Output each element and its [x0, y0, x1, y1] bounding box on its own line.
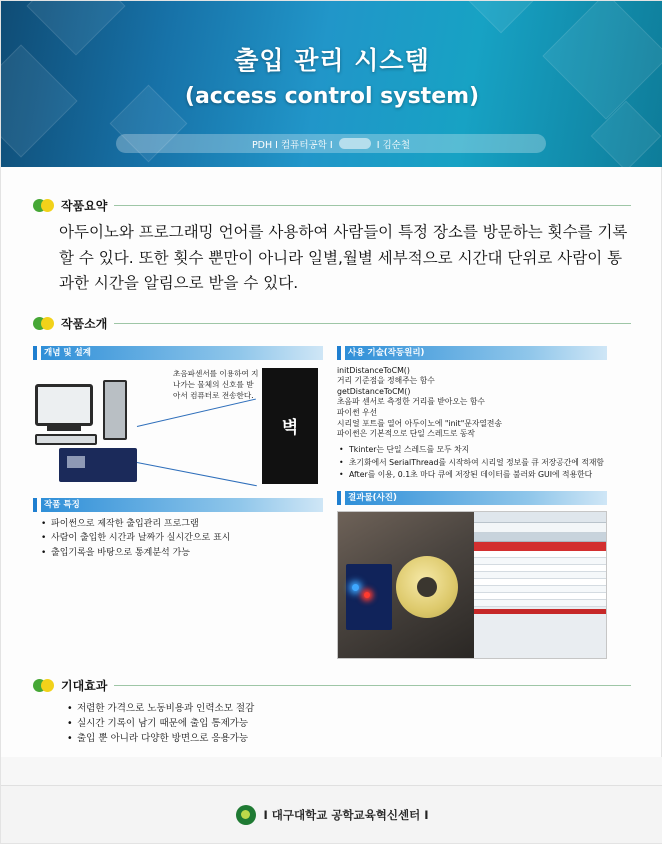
- section-header-effect: [33, 677, 631, 694]
- subpanel-label-result: 결과물(사진): [345, 491, 607, 505]
- subpanel-label-design: 개념 및 설계: [41, 346, 323, 360]
- column-left: [33, 346, 323, 659]
- board-chip-icon: [67, 456, 85, 468]
- app-window-toolbar: [474, 523, 606, 533]
- accent-bar: [33, 346, 37, 360]
- tech-line: 시리얼 포트를 열어 아두이노에 "init"문자열전송: [337, 418, 502, 428]
- features-bullet-list: [41, 518, 323, 561]
- meta-left-text: PDH Ⅰ 컴퓨터공학 Ⅰ: [251, 139, 333, 151]
- decorative-hex-icon: [459, 1, 544, 33]
- poster-body: [1, 167, 662, 787]
- summary-text: 아두이노와 프로그래밍 언어를 사용하여 사람들이 특정 장소를 방문하는 횟수를 기록할 수 있다. 또한 횟수 뿐만이 아니라 일별,월별 세부적으로 시간대 단위로 사람이 통과한 시간을 알림으로 받을 수 있다.: [59, 223, 628, 293]
- app-table-header: [474, 533, 606, 542]
- tech-line: 파이썬 우선: [337, 408, 378, 418]
- table-row: [474, 586, 606, 593]
- monitor-stand-icon: [47, 426, 81, 431]
- intro-columns: [33, 346, 631, 659]
- section-rule: [114, 685, 631, 686]
- header-meta-bar: [116, 134, 546, 153]
- title-korean: 출입 관리 시스템: [234, 46, 430, 75]
- section-header-intro: [33, 315, 631, 332]
- bullet-dots-icon: [33, 679, 54, 692]
- keyboard-icon: [35, 434, 97, 445]
- app-window-titlebar: [474, 512, 606, 523]
- subpanel-label-tech: 사용 기술(작동원리): [345, 346, 607, 360]
- table-row: [474, 579, 606, 586]
- wall-label: 벽: [281, 418, 299, 439]
- poster-footer: [1, 785, 662, 843]
- arrow-to-wall-lower: [137, 462, 257, 486]
- bullet-dots-icon: [33, 199, 54, 212]
- tech-line: initDistanceToCM(): [337, 365, 410, 375]
- list-item: • 실시간 기록이 남기 때문에 출입 통제가능: [67, 717, 631, 731]
- section-title-intro: 작품소개: [61, 316, 108, 331]
- subpanel-header-tech: [337, 346, 607, 360]
- table-row: [474, 593, 606, 600]
- footer-spacer: [1, 757, 662, 785]
- design-diagram: [33, 366, 323, 486]
- title-english: (access control system): [184, 84, 480, 109]
- tech-bullet-list: [339, 444, 607, 481]
- poster-header: [1, 1, 662, 167]
- list-item: • 출입기록을 바탕으로 통계분석 가능: [41, 547, 323, 561]
- meta-right-text: Ⅰ 김순철: [376, 139, 411, 151]
- section-title-summary: 작품요약: [61, 199, 108, 213]
- page-title: [1, 41, 662, 109]
- list-item: • After를 이용, 0.1초 마다 큐에 저장된 데이터를 불러와 GUI에 적용한다: [339, 469, 607, 481]
- app-alert-bar: [474, 542, 606, 551]
- tape-roll-icon: [396, 556, 458, 618]
- tech-line: 파이썬은 기본적으로 단일 스레드로 동작: [337, 429, 475, 439]
- accent-bar: [33, 498, 37, 512]
- table-row: [474, 572, 606, 579]
- arduino-board-icon: [59, 448, 137, 482]
- tech-description: [337, 366, 607, 440]
- result-photo: [337, 511, 607, 659]
- table-row: [474, 600, 606, 607]
- section-rule: [114, 323, 631, 324]
- table-row: [474, 558, 606, 565]
- column-right: [337, 346, 607, 659]
- section-rule: [114, 205, 631, 206]
- subpanel-label-features: 작품 특징: [41, 498, 323, 512]
- list-item: • 초기화에서 SerialThread를 시작하여 시리얼 정보를 큐 저장공간에 적재함: [339, 457, 607, 469]
- table-row: [474, 565, 606, 572]
- photo-software-side: [474, 512, 606, 658]
- tech-line: getDistanceToCM(): [337, 386, 411, 396]
- wall-block: [262, 368, 318, 484]
- subpanel-header-result: [337, 491, 607, 505]
- tech-line: 초음파 센서로 측정한 거리를 받아오는 함수: [337, 397, 485, 407]
- section-header-summary: [33, 197, 631, 214]
- bullet-dots-icon: [33, 317, 54, 330]
- list-item: • 사람이 출입한 시간과 날짜가 실시간으로 표시: [41, 532, 323, 546]
- list-item: • 저렴한 가격으로 노동비용과 인력소모 절감: [67, 702, 631, 716]
- subpanel-header-features: [33, 498, 323, 512]
- blue-led-icon: [352, 584, 359, 591]
- tech-line: 거리 기준점을 정해주는 함수: [337, 376, 435, 386]
- footer-text: Ⅰ 대구대학교 공학교육혁신센터 Ⅰ: [263, 807, 429, 822]
- university-logo-icon: [236, 805, 256, 825]
- red-led-icon: [364, 592, 370, 598]
- list-item: • Tkinter는 단일 스레드를 모두 차지: [339, 444, 607, 456]
- effect-bullet-list: [67, 702, 631, 747]
- accent-bar: [337, 346, 341, 360]
- section-title-effect: 기대효과: [61, 678, 108, 693]
- pc-tower-icon: [103, 380, 127, 440]
- design-note-text: 초음파센서를 이용하여 지나가는 물체의 신호를 받아서 컴퓨터로 전송한다.: [173, 368, 259, 400]
- list-item: • 파이썬으로 제작한 출입관리 프로그램: [41, 518, 323, 532]
- photo-hardware-side: [338, 512, 476, 658]
- subpanel-header-design: [33, 346, 323, 360]
- app-alert-bar-bottom: [474, 609, 606, 614]
- table-row: [474, 551, 606, 558]
- meta-redacted-pill: [339, 138, 371, 149]
- monitor-icon: [35, 384, 93, 426]
- arrow-to-wall-upper: [137, 398, 256, 426]
- list-item: • 출입 뿐 아니라 다양한 방면으로 응용가능: [67, 732, 631, 746]
- accent-bar: [337, 491, 341, 505]
